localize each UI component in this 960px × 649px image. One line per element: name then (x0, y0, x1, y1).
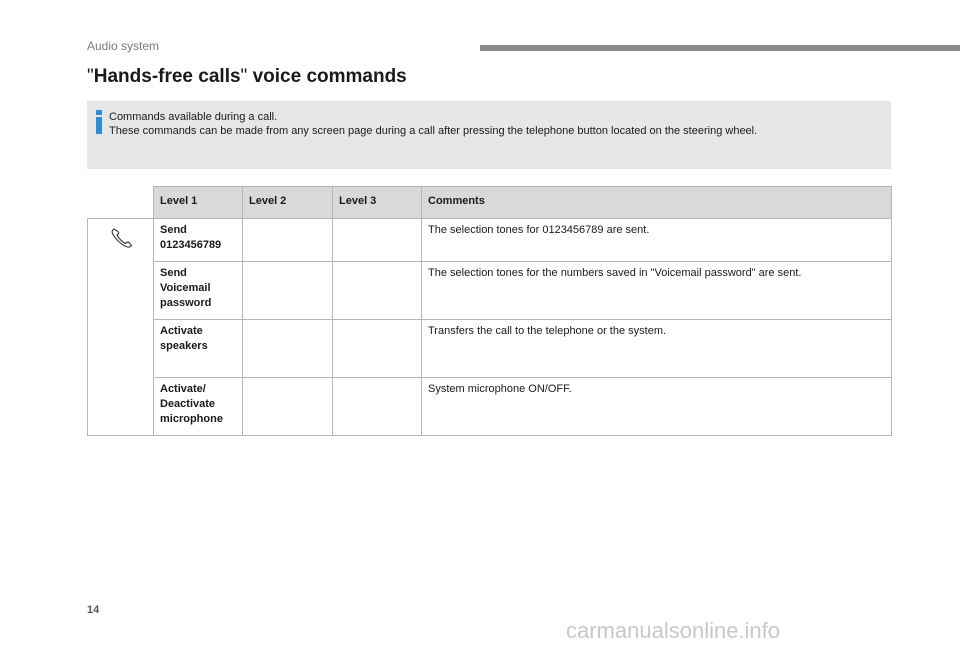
info-line-2: These commands can be made from any screen page during a call after pressing the telephone button located on the steering wheel. (109, 125, 758, 137)
row-2-level-3 (333, 262, 422, 320)
row-3-level-1: Activate speakers (154, 320, 243, 378)
header-blank (88, 187, 154, 219)
phone-icon (110, 227, 134, 249)
table-header-row (88, 187, 892, 219)
section-title: Audio system (87, 39, 160, 53)
header-level-2: Level 2 (243, 187, 333, 219)
header-comments: Comments (422, 187, 892, 219)
row-4-level-3 (333, 378, 422, 436)
row-1-comment: The selection tones for 0123456789 are sent. (422, 219, 892, 262)
header-bar (480, 45, 960, 51)
watermark: carmanualsonline.info (566, 618, 781, 643)
info-text (109, 110, 757, 138)
row-2-level-2 (243, 262, 333, 320)
phone-icon-cell (88, 219, 154, 436)
info-line-1: Commands available during a call. (109, 111, 278, 123)
info-icon (94, 110, 104, 134)
heading-close-quote: " (240, 66, 248, 87)
row-2-comment: The selection tones for the numbers saved in "Voicemail password" are sent. (422, 262, 892, 320)
page-heading (87, 66, 407, 88)
info-box (87, 101, 891, 169)
row-3-level-3 (333, 320, 422, 378)
table-row (88, 320, 892, 378)
heading-title: Hands-free calls (93, 66, 241, 87)
header-level-1: Level 1 (154, 187, 243, 219)
page-number: 14 (87, 604, 100, 616)
table-row (88, 219, 892, 262)
row-3-comment: Transfers the call to the telephone or the system. (422, 320, 892, 378)
row-1-level-2 (243, 219, 333, 262)
row-2-level-1: Send Voicemail password (154, 262, 243, 320)
row-3-level-2 (243, 320, 333, 378)
heading-open-quote: " (87, 66, 94, 87)
row-4-level-1: Activate/ Deactivate microphone (154, 378, 243, 436)
heading-suffix: voice commands (247, 66, 407, 87)
row-1-level-1: Send 0123456789 (154, 219, 243, 262)
row-4-comment: System microphone ON/OFF. (422, 378, 892, 436)
commands-table (87, 186, 892, 436)
header-level-3: Level 3 (333, 187, 422, 219)
row-1-level-3 (333, 219, 422, 262)
table-row (88, 378, 892, 436)
table-row (88, 262, 892, 320)
row-4-level-2 (243, 378, 333, 436)
